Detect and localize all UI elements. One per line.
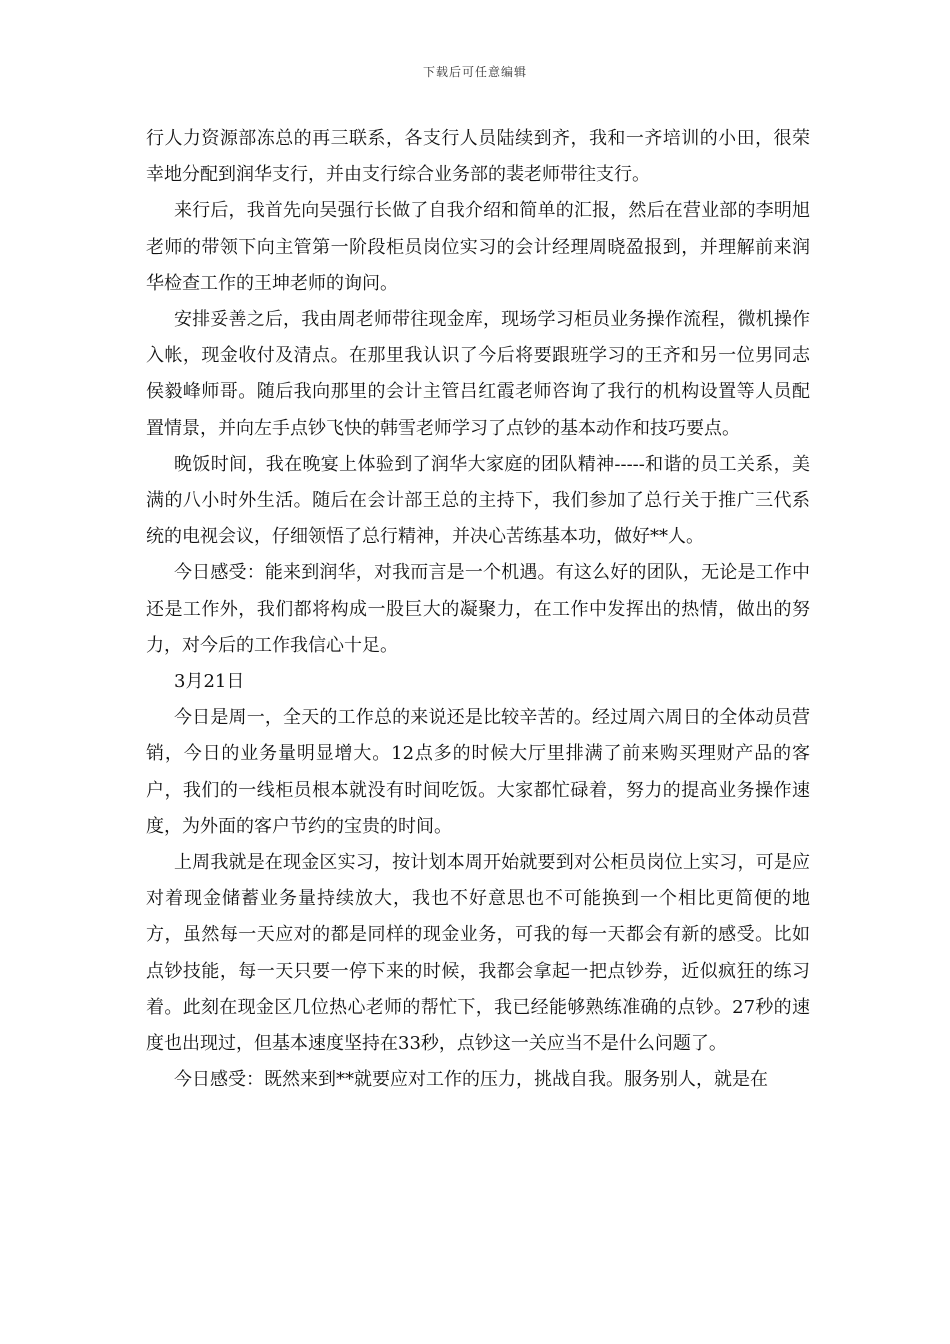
paragraph: 来行后，我首先向吴强行长做了自我介绍和简单的汇报，然后在营业部的李明旭老师的带领下向主管第一阶段柜员岗位实习的会计经理周晓盈报到，并理解前来润华检查工作的王坤老师的询问。 bbox=[146, 200, 810, 294]
paragraph-continuation: 行人力资源部冻总的再三联系，各支行人员陆续到齐，我和一齐培训的小田，很荣幸地分配到润华支行，并由支行综合业务部的裴老师带往支行。 bbox=[146, 128, 810, 186]
paragraph: 上周我就是在现金区实习，按计划本周开始就要到对公柜员岗位上实习，可是应对着现金储蓄业务量持续放大，我也不好意思也不可能换到一个相比更简便的地方，虽然每一天应对的都是同样的现金业务，可我的每一天都会有新的感受。比如点钞技能，每一天只要一停下来的时候，我都会拿起一把点钞券，近似疯狂的练习着。此刻在现金区几位热心老师的帮忙下，我已经能够熟练准确的点钞。27秒的速度也出现过，但基本速度坚持在33秒，点钞这一关应当不是什么问题了。 bbox=[146, 852, 810, 1055]
date-heading: 3月21日 bbox=[174, 671, 245, 693]
paragraph: 晚饭时间，我在晚宴上体验到了润华大家庭的团队精神-----和谐的员工关系，美满的八小时外生活。随后在会计部王总的主持下，我们参加了总行关于推广三代系统的电视会议，仔细领悟了总行精神，并决心苦练基本功，做好**人。 bbox=[146, 453, 810, 548]
paragraph: 今日感受：既然来到**就要应对工作的压力，挑战自我。服务别人，就是在 bbox=[174, 1069, 768, 1091]
page-header: 下载后可任意编辑 bbox=[422, 65, 527, 79]
paragraph: 安排妥善之后，我由周老师带往现金库，现场学习柜员业务操作流程，微机操作入帐，现金收付及清点。在那里我认识了今后将要跟班学习的王齐和另一位男同志侯毅峰师哥。随后我向那里的会计主管吕红霞老师咨询了我行的机构设置等人员配置情景，并向左手点钞飞快的韩雪老师学习了点钞的基本动作和技巧要点。 bbox=[146, 309, 810, 439]
document-body bbox=[146, 121, 810, 1098]
paragraph: 今日是周一，全天的工作总的来说还是比较辛苦的。经过周六周日的全体动员营销，今日的业务量明显增大。12点多的时候大厅里排满了前来购买理财产品的客户，我们的一线柜员根本就没有时间吃饭。大家都忙碌着，努力的提高业务操作速度，为外面的客户节约的宝贵的时间。 bbox=[146, 707, 810, 837]
paragraph: 今日感受：能来到润华，对我而言是一个机遇。有这么好的团队，无论是工作中还是工作外，我们都将构成一股巨大的凝聚力，在工作中发挥出的热情，做出的努力，对今后的工作我信心十足。 bbox=[146, 562, 810, 656]
